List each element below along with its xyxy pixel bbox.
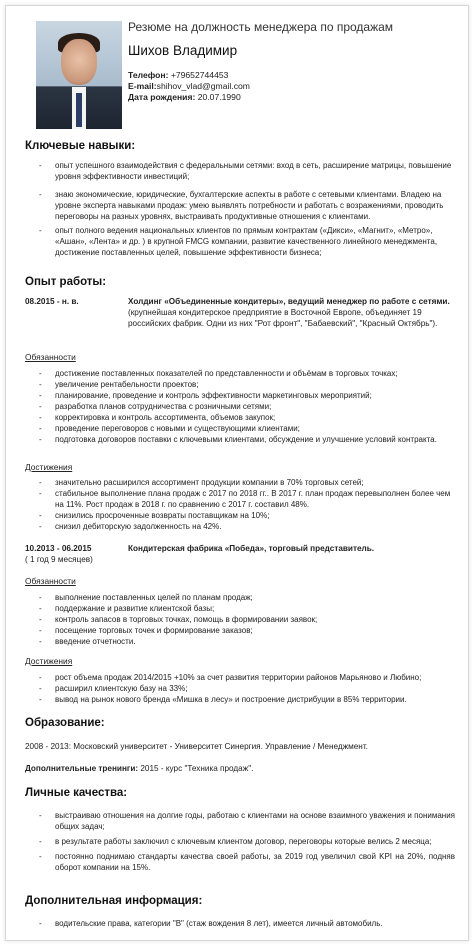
job-company: Холдинг «Объединенные кондитеры», ведущий менеджер по работе с сетями. (крупнейшая кондитерское предприятие в Восточной Европе, объединяет 19 российских фабрик. Одни из них "Рот фронт", "Бабаевский", "Красный Октябрь").	[128, 297, 450, 328]
duties-label: Обязанности	[25, 352, 76, 362]
list-item: - постоянно поднимаю стандарты качества своей работы, за 2019 год увеличил свой KPI на 20%, подняв оборот компании на 15%.	[25, 851, 455, 873]
candidate-name: Шихов Владимир	[128, 43, 238, 58]
list-item: - водительские права, категории "B" (стаж вождения 8 лет), имеется личный автомобиль.	[25, 918, 455, 929]
resume-sheet	[5, 5, 469, 941]
training-line	[25, 763, 253, 774]
job-company: Кондитерская фабрика «Победа», торговый представитель.	[128, 544, 375, 553]
list-item: - подготовка договоров поставки с ключевыми клиентами, обсуждение и улучшение условий контракта.	[25, 434, 455, 445]
education-heading: Образование:	[25, 717, 105, 729]
list-item: - увеличение рентабельности проектов;	[25, 379, 455, 390]
list-item: - вывод на рынок нового бренда «Мишка в лесу» и построение дистрибуции в 85% территории.	[25, 694, 455, 705]
email-address[interactable]: shihov_vlad@gmail.com	[156, 81, 250, 91]
contact-block: Телефон: +79652744453 E-mail:shihov_vlad@gmail.com Дата рождения: 20.07.1990	[128, 70, 250, 102]
list-item: - снизились просроченные возвраты поставщикам на 10%;	[25, 510, 455, 521]
list-item: - корректировка и контроль ассортимента, объемов закупок;	[25, 412, 455, 423]
personal-heading: Личные качества:	[25, 787, 128, 799]
skills-heading: Ключевые навыки:	[25, 140, 136, 152]
list-item: - знаю экономические, юридические, бухгалтерские аспекты в работе с сетевыми клиентами. Владею на уровне эксперта навыками продаж: умею выявлять потребности и работать с возражениями, проводить переговоры на разных уровнях, выстраивать продуктивные отношения с клиентами.	[25, 189, 455, 222]
list-item: - планирование, проведение и контроль эффективности маркетинговых мероприятий;	[25, 390, 455, 401]
job-period: 08.2015 - н. в.	[25, 297, 79, 306]
job-duration: ( 1 год 9 месяцев)	[25, 555, 93, 564]
list-item: - выстраиваю отношения на долгие годы, работаю с клиентами на основе взаимного уважения и понимания общих задач;	[25, 810, 455, 832]
list-item: - опыт успешного взаимодействия с федеральными сетями: вход в сеть, расширение матрицы, повышение уровня эффективности инвестиций;	[25, 160, 455, 182]
job-period: 10.2013 - 06.2015 ( 1 год 9 месяцев)	[25, 544, 93, 564]
list-item: - значительно расширился ассортимент продукции компании в 70% торговых сетей;	[25, 477, 455, 488]
achievements-label: Достижения	[25, 656, 73, 666]
list-item: - введение отчетности.	[25, 636, 455, 647]
phone-number[interactable]: +79652744453	[170, 70, 229, 80]
education-line: 2008 - 2013: Московский университет - Университет Синергия. Управление / Менеджмент.	[25, 742, 368, 751]
list-item: - контроль запасов в торговых точках, помощь в формировании заявок;	[25, 614, 455, 625]
achievements-list	[25, 672, 455, 705]
training-value: 2015 - курс "Техника продаж".	[138, 764, 254, 773]
list-item: - выполнение поставленных целей по планам продаж;	[25, 592, 455, 603]
list-item: - рост объема продаж 2014/2015 +10% за счет развития территории районов Марьяново и Любино;	[25, 672, 455, 683]
training-label: Дополнительные тренинги:	[25, 764, 139, 773]
skills-list	[25, 160, 455, 259]
birth-date: 20.07.1990	[197, 92, 241, 102]
list-item: - проведение переговоров с новыми и существующими клиентами;	[25, 423, 455, 434]
list-item: - поддержание и развитие клиентской базы;	[25, 603, 455, 614]
list-item: - достижение поставленных показателей по представленности и объёмам в торговых точках;	[25, 368, 455, 379]
experience-heading: Опыт работы:	[25, 276, 107, 288]
list-item: - посещение торговых точек и формирование заказов;	[25, 625, 455, 636]
personal-list	[25, 810, 455, 874]
duties-list	[25, 368, 455, 445]
achievements-label: Достижения	[25, 462, 73, 472]
additional-heading: Дополнительная информация:	[25, 895, 203, 907]
job-description: (крупнейшая кондитерское предприятие в Восточной Европе, объединяет 19 российских фабрик. Одни из них "Рот фронт", "Бабаевский", "Красный Октябрь").	[128, 308, 438, 328]
profile-photo	[36, 21, 122, 129]
resume-title: Резюме на должность менеджера по продажам	[128, 20, 394, 34]
list-item: - опыт полного ведения национальных клиентов по прямым контрактам («Дикси», «Магнит», «Метро», «Ашан», «Лента» и др. ) в крупной FMCG компании, развитие качественного линейного менеджмента, достижение поставленных целей, повышение эффективности бизнеса;	[25, 225, 455, 258]
list-item: - снизил дебиторскую задолженность на 42%.	[25, 521, 455, 532]
list-item: - расширил клиентскую базу на 33%;	[25, 683, 455, 694]
additional-list	[25, 918, 455, 930]
duties-label: Обязанности	[25, 576, 76, 586]
list-item: - в результате работы заключил с ключевым клиентом договор, переговоры которые велись 2 месяца;	[25, 836, 455, 847]
achievements-list	[25, 477, 455, 532]
list-item: - разработка планов сотрудничества с розничными сетями;	[25, 401, 455, 412]
list-item: - стабильное выполнение плана продаж с 2017 по 2018 гг.. В 2017 г. план продаж перевыполнен более чем на 11%. Рост продаж в 2018 г. по сравнению с 2017 г. составил 48%.	[25, 488, 455, 510]
duties-list	[25, 592, 455, 647]
